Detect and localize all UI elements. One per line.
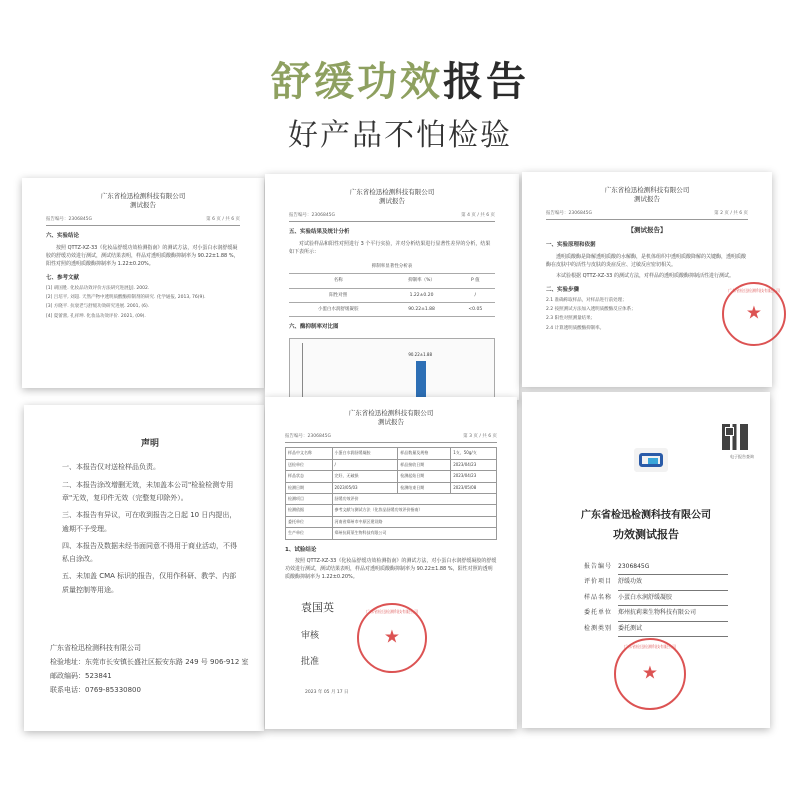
reference-item: [3] 方晓平. 抗衰老与舒缓功效研究进展. 2001, (6).	[46, 304, 150, 310]
report-page-declaration	[24, 405, 264, 731]
official-seal: 广东省检迅检测科技有限公司 ★	[722, 282, 786, 346]
official-seal: 广东省检迅检测科技有限公司 ★	[357, 603, 427, 673]
footer-address: 检验地址：东莞市长安镇长盛社区振安东路 249 号 906-912 室	[50, 658, 249, 666]
step-item: 2.1 准确称取样品，对样品进行前处理；	[546, 298, 627, 304]
reference-item: [2] 吕培平, 刘超. 天然产物中透明质酸酶抑制剂的研究. 化学通报, 2013, 76(9).	[46, 295, 206, 301]
sheet-meta: 报告编号：2306845G 第 2 页 / 共 6 页	[546, 210, 748, 220]
sheet-meta: 报告编号：2306845G 第 6 页 / 共 6 页	[46, 216, 240, 226]
table-row: 小蛋白水润舒缓凝胶 90.22±1.88 <0.05	[289, 302, 495, 316]
chart-axis	[302, 343, 303, 403]
section-heading: 五、实验结果及统计分析	[289, 229, 350, 236]
table-row: 检测项目 舒缓功效评价	[286, 493, 497, 504]
report-cover	[522, 392, 770, 728]
sheet-company: 广东省检迅检测科技有限公司	[604, 186, 690, 194]
section-text: 透明质酸酶是降解透明质酸的水解酶，是机体组织中透明质酸降解的关键酶，透明质酸酶在皮肤中的活性与皮肤的炎症反应、过敏反应密切相关。	[546, 254, 747, 269]
cover-row: 委托单位 郑州抗莉莱生物科技有限公司	[584, 606, 728, 621]
cover-company: 广东省检迅检测科技有限公司	[581, 510, 711, 521]
table-caption: 抑制率显著性分析表	[289, 260, 495, 274]
table-header-row: 名称 抑制率（%） P 值	[289, 274, 495, 288]
sheet-meta: 报告编号：2306845G 第 3 页 / 共 6 页	[285, 433, 497, 443]
footer-phone: 联系电话：0769-85330800	[50, 686, 141, 694]
step-item: 2.4 计算透明质酸酶抑制率。	[546, 325, 605, 331]
qr-label: 电子报告查询	[730, 454, 754, 459]
declaration-list	[62, 461, 238, 597]
section-heading: 二、实验步骤	[546, 287, 580, 294]
declaration-item: 四、本报告及数据未经书面同意不得用于商业活动，不得私自涂改。	[62, 541, 237, 564]
sheet-company: 广东省检迅检测科技有限公司	[349, 188, 435, 196]
sample-info-table	[285, 447, 497, 539]
declaration-title: 声明	[140, 439, 159, 449]
section-heading: 1、试验结论	[285, 546, 317, 553]
company-logo-icon	[634, 448, 668, 472]
table-row: 检测依据 参考文献与测试方法（化妆品舒缓功效评价指南）	[286, 505, 497, 516]
footer-post: 邮政编码：523841	[50, 672, 112, 680]
sheet-doc-type: 测试报告	[378, 418, 404, 427]
sheet-doc-type: 测试报告	[130, 201, 156, 210]
cover-row: 检测类别 委托测试	[584, 622, 728, 637]
table-row: 检测日期 2023/05/03 检测结束日期 2023/05/08	[286, 482, 497, 493]
section-text: 按照 QTTZ-XZ-33《化妆品舒缓功效检测指南》的测试方法，对小蛋白水润舒缓凝胶的舒缓功效进行测试，测试结果表明，样品对透明质酸酶抑制率为 90.22±1.88 %，阳性对照的透明质酸酶抑制率为 1.22±0.20%。	[285, 558, 497, 581]
cover-title: 功效测试报告	[613, 528, 679, 541]
cover-row: 报告编号 2306845G	[584, 560, 728, 575]
cover-info	[584, 560, 728, 637]
declaration-footer	[50, 641, 249, 697]
declaration-item: 一、本报告仅对送检样品负责。	[62, 463, 160, 472]
step-item: 2.2 按照测试方法加入透明质酸酶反应体系；	[546, 307, 636, 313]
footer-company: 广东省检迅检测科技有限公司	[50, 644, 141, 652]
sheet-doc-type: 测试报告	[379, 197, 405, 206]
sheet-company: 广东省检迅检测科技有限公司	[348, 409, 434, 417]
seal-star-icon: ★	[641, 662, 659, 684]
signature-approver: 批准	[301, 657, 320, 667]
table-row: 生产单位 郑州抗莉莱生物科技有限公司	[286, 528, 497, 539]
sheet-company: 广东省检迅检测科技有限公司	[100, 192, 186, 200]
section-heading: 一、实验原理和依据	[546, 242, 596, 249]
signature-reviewer: 审核	[301, 631, 320, 641]
report-date: 2023 年 05 月 17 日	[305, 690, 349, 695]
results-table	[289, 260, 495, 317]
cover-row: 样品名称 小蛋白水润舒缓凝胶	[584, 591, 728, 606]
report-page-info	[265, 397, 517, 729]
declaration-item: 二、本报告涂改增删无效，未加盖本公司"检验检测专用章"无效，复印件无效（完整复印除外）。	[62, 480, 234, 502]
page-subtitle: 好产品不怕检验	[288, 118, 512, 153]
section-text: 本试验根据 QTTZ-XZ-33 的测试方法，对样品的透明质酸酶抑制活性进行测试。	[556, 273, 734, 280]
bar-label: 90.22±1.88	[408, 352, 433, 358]
report-heading: 【测试报告】	[627, 226, 667, 235]
section-heading: 七、参考文献	[46, 275, 80, 282]
report-page-principle	[522, 172, 780, 387]
step-item: 2.3 阳性对照测量结果；	[546, 316, 596, 322]
signature-inspector: 袁国英	[301, 601, 334, 614]
report-page-results	[265, 174, 519, 400]
section-heading: 六、酶抑制率对比图	[289, 323, 339, 330]
qr-code-icon[interactable]	[722, 424, 748, 450]
title-part1: 舒缓功效	[271, 59, 443, 105]
title-part2: 报告	[443, 59, 529, 105]
declaration-item: 三、本报告有异议，可在收到报告之日起 10 日内提出，逾期不予受理。	[62, 511, 237, 533]
declaration-item: 五、未加盖 CMA 标识的报告，仅用作科研、教学、内部质量控制等用途。	[62, 572, 237, 594]
table-row: 样品状态 完好，无破损 检测起始日期 2023/04/23	[286, 471, 497, 482]
sheet-doc-type: 测试报告	[634, 195, 660, 204]
table-row: 委托单位 河南省郑州市中原区建设路	[286, 516, 497, 527]
table-row: 阳性对照 1.22±0.20 /	[289, 288, 495, 302]
section-heading: 六、实验结论	[46, 233, 80, 240]
section-text: 对试验样品和阳性对照进行 3 个平行实验，并对分析结果进行显著性差异的分析，结果如下表所示：	[289, 241, 491, 256]
seal-star-icon: ★	[383, 626, 401, 648]
official-seal: 广东省检迅检测科技有限公司 ★	[614, 638, 686, 710]
reference-item: [1] 胡国胜. 化妆品功效评价方法研究进展[J]. 2002.	[46, 285, 150, 291]
report-page-conclusion	[22, 178, 264, 388]
seal-star-icon: ★	[745, 302, 763, 324]
table-row: 样品中文名称 小蛋白水润舒缓凝胶 样品数量及规格 1支，50g/支	[286, 448, 497, 459]
sheet-meta: 报告编号：2306845G 第 4 页 / 共 6 页	[289, 212, 495, 222]
headline	[0, 50, 800, 107]
reference-item: [4] 夏蕾蕾, 孔祥坤. 化妆品功效评价. 2021, (09).	[46, 313, 146, 319]
section-text: 按照 QTTZ-XZ-33《化妆品舒缓功效检测指南》的测试方法，对小蛋白水润舒缓凝胶的舒缓功效进行测试，测试结果表明，样品对透明质酸酶抑制率为 90.22±1.88 %，阳性对照的透明质酸酶抑制率为 1.22±0.20%。	[46, 245, 239, 268]
cover-row: 评价项目 舒缓功效	[584, 575, 728, 590]
table-row: 送检单位 / 样品接收日期 2023/04/23	[286, 459, 497, 470]
page-title	[0, 50, 800, 107]
